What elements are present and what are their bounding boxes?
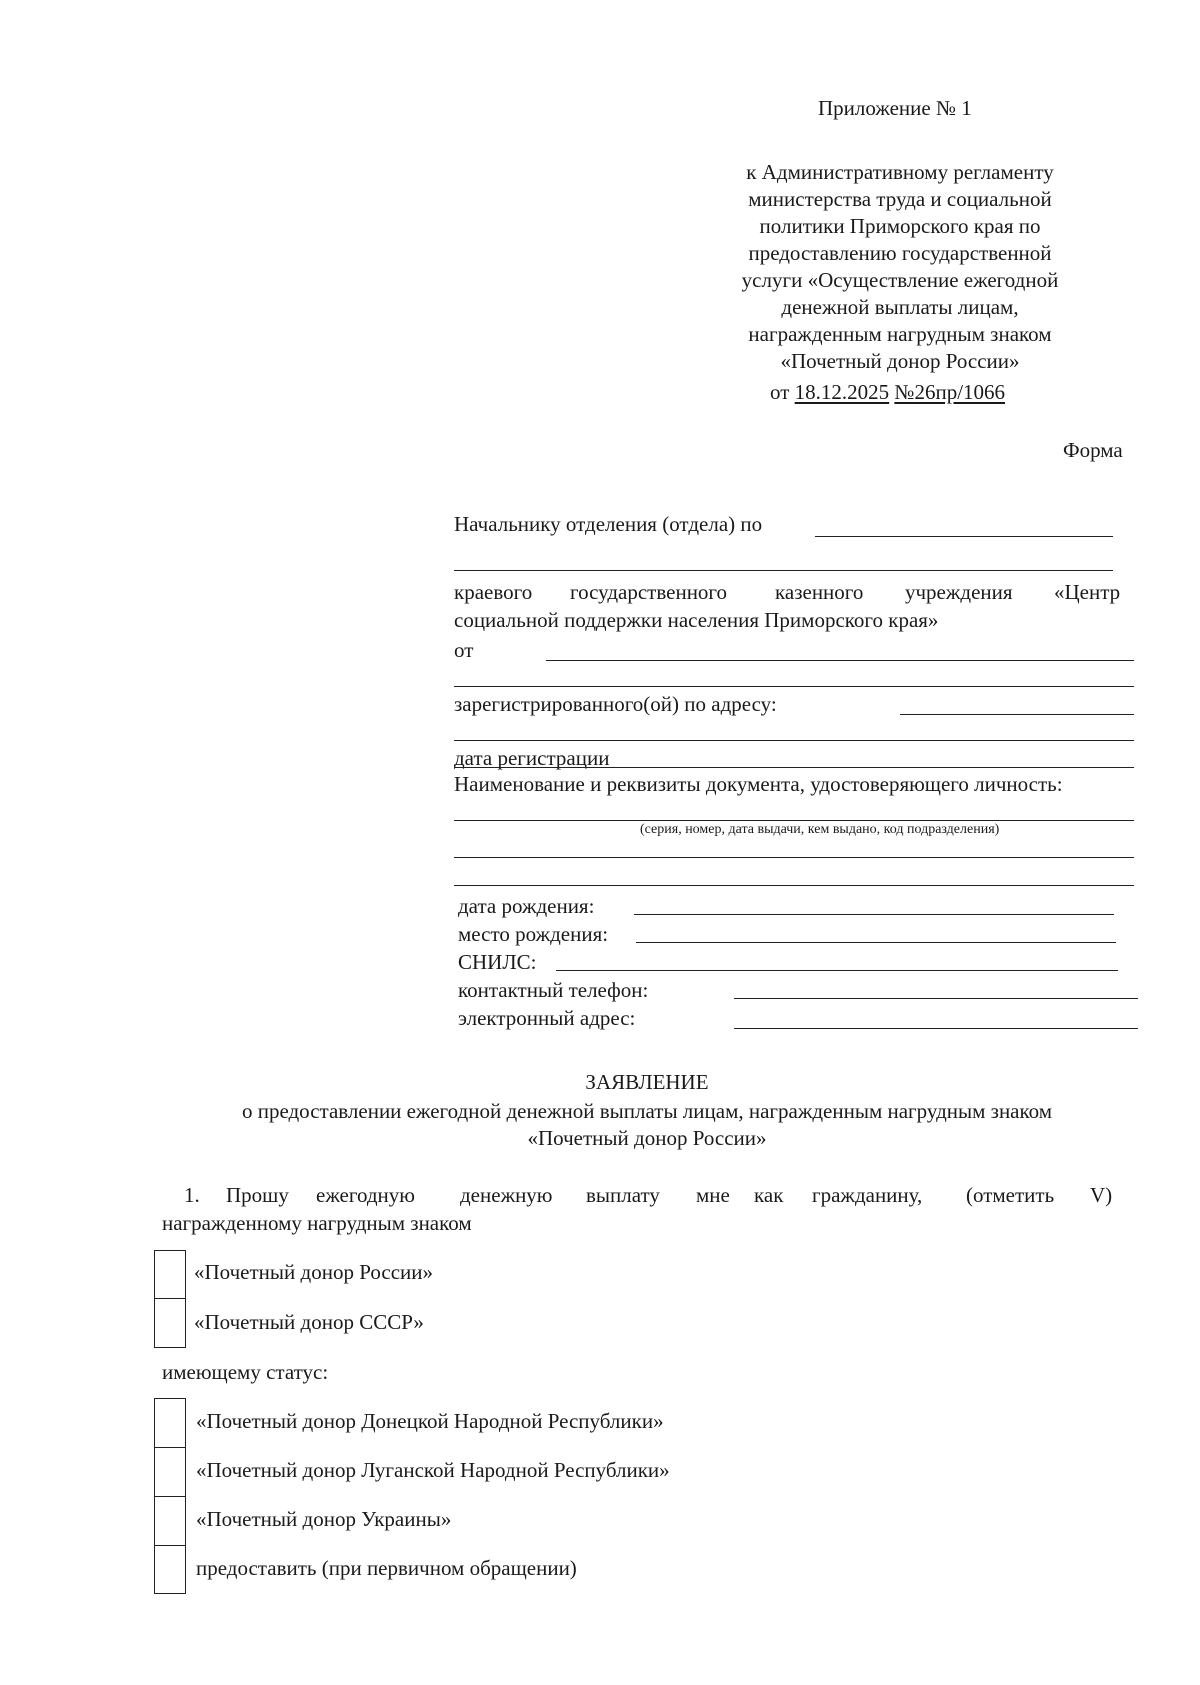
p1-word: 1. — [184, 1183, 200, 1207]
department-field-2[interactable] — [454, 570, 1113, 571]
snils-label: СНИЛС: — [458, 950, 537, 974]
number-prefix: № — [894, 380, 915, 404]
reg-line: министерства труда и социальной — [748, 187, 1052, 211]
reg-date-label: дата регистрации — [454, 746, 610, 770]
option-provide-first: предоставить (при первичном обращении) — [196, 1556, 577, 1580]
snils-field[interactable] — [556, 970, 1118, 971]
p1-word: выплату — [586, 1183, 660, 1207]
id-document-field-2[interactable] — [454, 857, 1134, 858]
institution-line-2: социальной поддержки населения Приморского края» — [454, 608, 939, 632]
id-document-field[interactable] — [454, 820, 1134, 821]
birth-place-label: место рождения: — [458, 922, 609, 946]
p1-word: как — [754, 1183, 784, 1207]
applicant-name-field[interactable] — [546, 660, 1134, 661]
reg-line: политики Приморского края по — [759, 214, 1041, 238]
p1-word: ежегодную — [316, 1183, 415, 1207]
order-date: 18.12.2025 — [794, 380, 890, 404]
id-document-hint: (серия, номер, дата выдачи, кем выдано, код подразделения) — [640, 822, 1000, 837]
email-label: электронный адрес: — [458, 1006, 636, 1030]
option-donor-ukraine: «Почетный донор Украины» — [196, 1507, 452, 1531]
order-number: 26пр/1066 — [914, 380, 1006, 404]
reg-line: предоставлению государственной — [748, 241, 1052, 265]
reg-line: награжденным нагрудным знаком — [748, 322, 1052, 346]
reg-line: «Почетный донор России» — [780, 349, 1020, 373]
birth-place-field[interactable] — [636, 942, 1116, 943]
status-label: имеющему статус: — [162, 1360, 329, 1384]
id-document-label: Наименование и реквизиты документа, удостоверяющего личность: — [454, 772, 1063, 796]
inst-word: «Центр — [1054, 580, 1121, 604]
p1-word: V) — [1090, 1183, 1113, 1207]
reg-line: денежной выплаты лицам, — [781, 295, 1019, 319]
application-subtitle-1: о предоставлении ежегодной денежной выплаты лицам, награжденным нагрудным знаком — [241, 1099, 1053, 1123]
reg-line: услуги «Осуществление ежегодной — [741, 268, 1059, 292]
checkbox-donor-ukraine[interactable] — [154, 1496, 186, 1545]
birth-date-field[interactable] — [634, 914, 1114, 915]
option-donor-ussr: «Почетный донор СССР» — [194, 1310, 424, 1334]
p1-word: (отметить — [966, 1183, 1055, 1207]
applicant-name-field-2[interactable] — [454, 686, 1134, 687]
p1-word: мне — [696, 1183, 730, 1207]
inst-word: казенного — [775, 580, 864, 604]
department-field[interactable] — [815, 536, 1113, 537]
checkbox-provide-first[interactable] — [154, 1545, 186, 1594]
phone-field[interactable] — [734, 998, 1138, 999]
p1-word: гражданину, — [812, 1183, 923, 1207]
date-prefix: от — [770, 380, 790, 404]
application-title: ЗАЯВЛЕНИЕ — [585, 1070, 709, 1094]
p1-word: Прошу — [226, 1183, 289, 1207]
paragraph-1-line-2: награжденному нагрудным знаком — [162, 1211, 472, 1235]
birth-date-label: дата рождения: — [458, 894, 595, 918]
inst-word: государственного — [570, 580, 728, 604]
checkbox-donor-ussr[interactable] — [154, 1298, 186, 1348]
option-donor-russia: «Почетный донор России» — [194, 1260, 433, 1284]
application-subtitle-2: «Почетный донор России» — [527, 1126, 767, 1150]
p1-word: денежную — [460, 1183, 553, 1207]
form-label: Форма — [1063, 438, 1123, 462]
checkbox-donor-lnr[interactable] — [154, 1447, 186, 1496]
order-date-number — [770, 380, 1005, 405]
reg-line: к Административному регламенту — [746, 160, 1054, 184]
appendix-label: Приложение № 1 — [818, 96, 972, 120]
checkbox-donor-russia[interactable] — [154, 1250, 186, 1298]
address-field[interactable] — [900, 714, 1134, 715]
registered-label: зарегистрированного(ой) по адресу: — [454, 692, 777, 716]
address-field-2[interactable] — [454, 740, 1134, 741]
option-donor-dnr: «Почетный донор Донецкой Народной Республики» — [196, 1409, 664, 1433]
email-field[interactable] — [734, 1028, 1138, 1029]
id-document-field-3[interactable] — [454, 885, 1134, 886]
checkbox-donor-dnr[interactable] — [154, 1398, 186, 1447]
reg-date-field[interactable] — [454, 767, 1134, 768]
inst-word: учреждения — [905, 580, 1013, 604]
option-donor-lnr: «Почетный донор Луганской Народной Республики» — [196, 1458, 670, 1482]
phone-label: контактный телефон: — [458, 978, 649, 1002]
inst-word: краевого — [454, 580, 533, 604]
addressee-head: Начальнику отделения (отдела) по — [454, 512, 763, 536]
from-label: от — [454, 638, 474, 662]
